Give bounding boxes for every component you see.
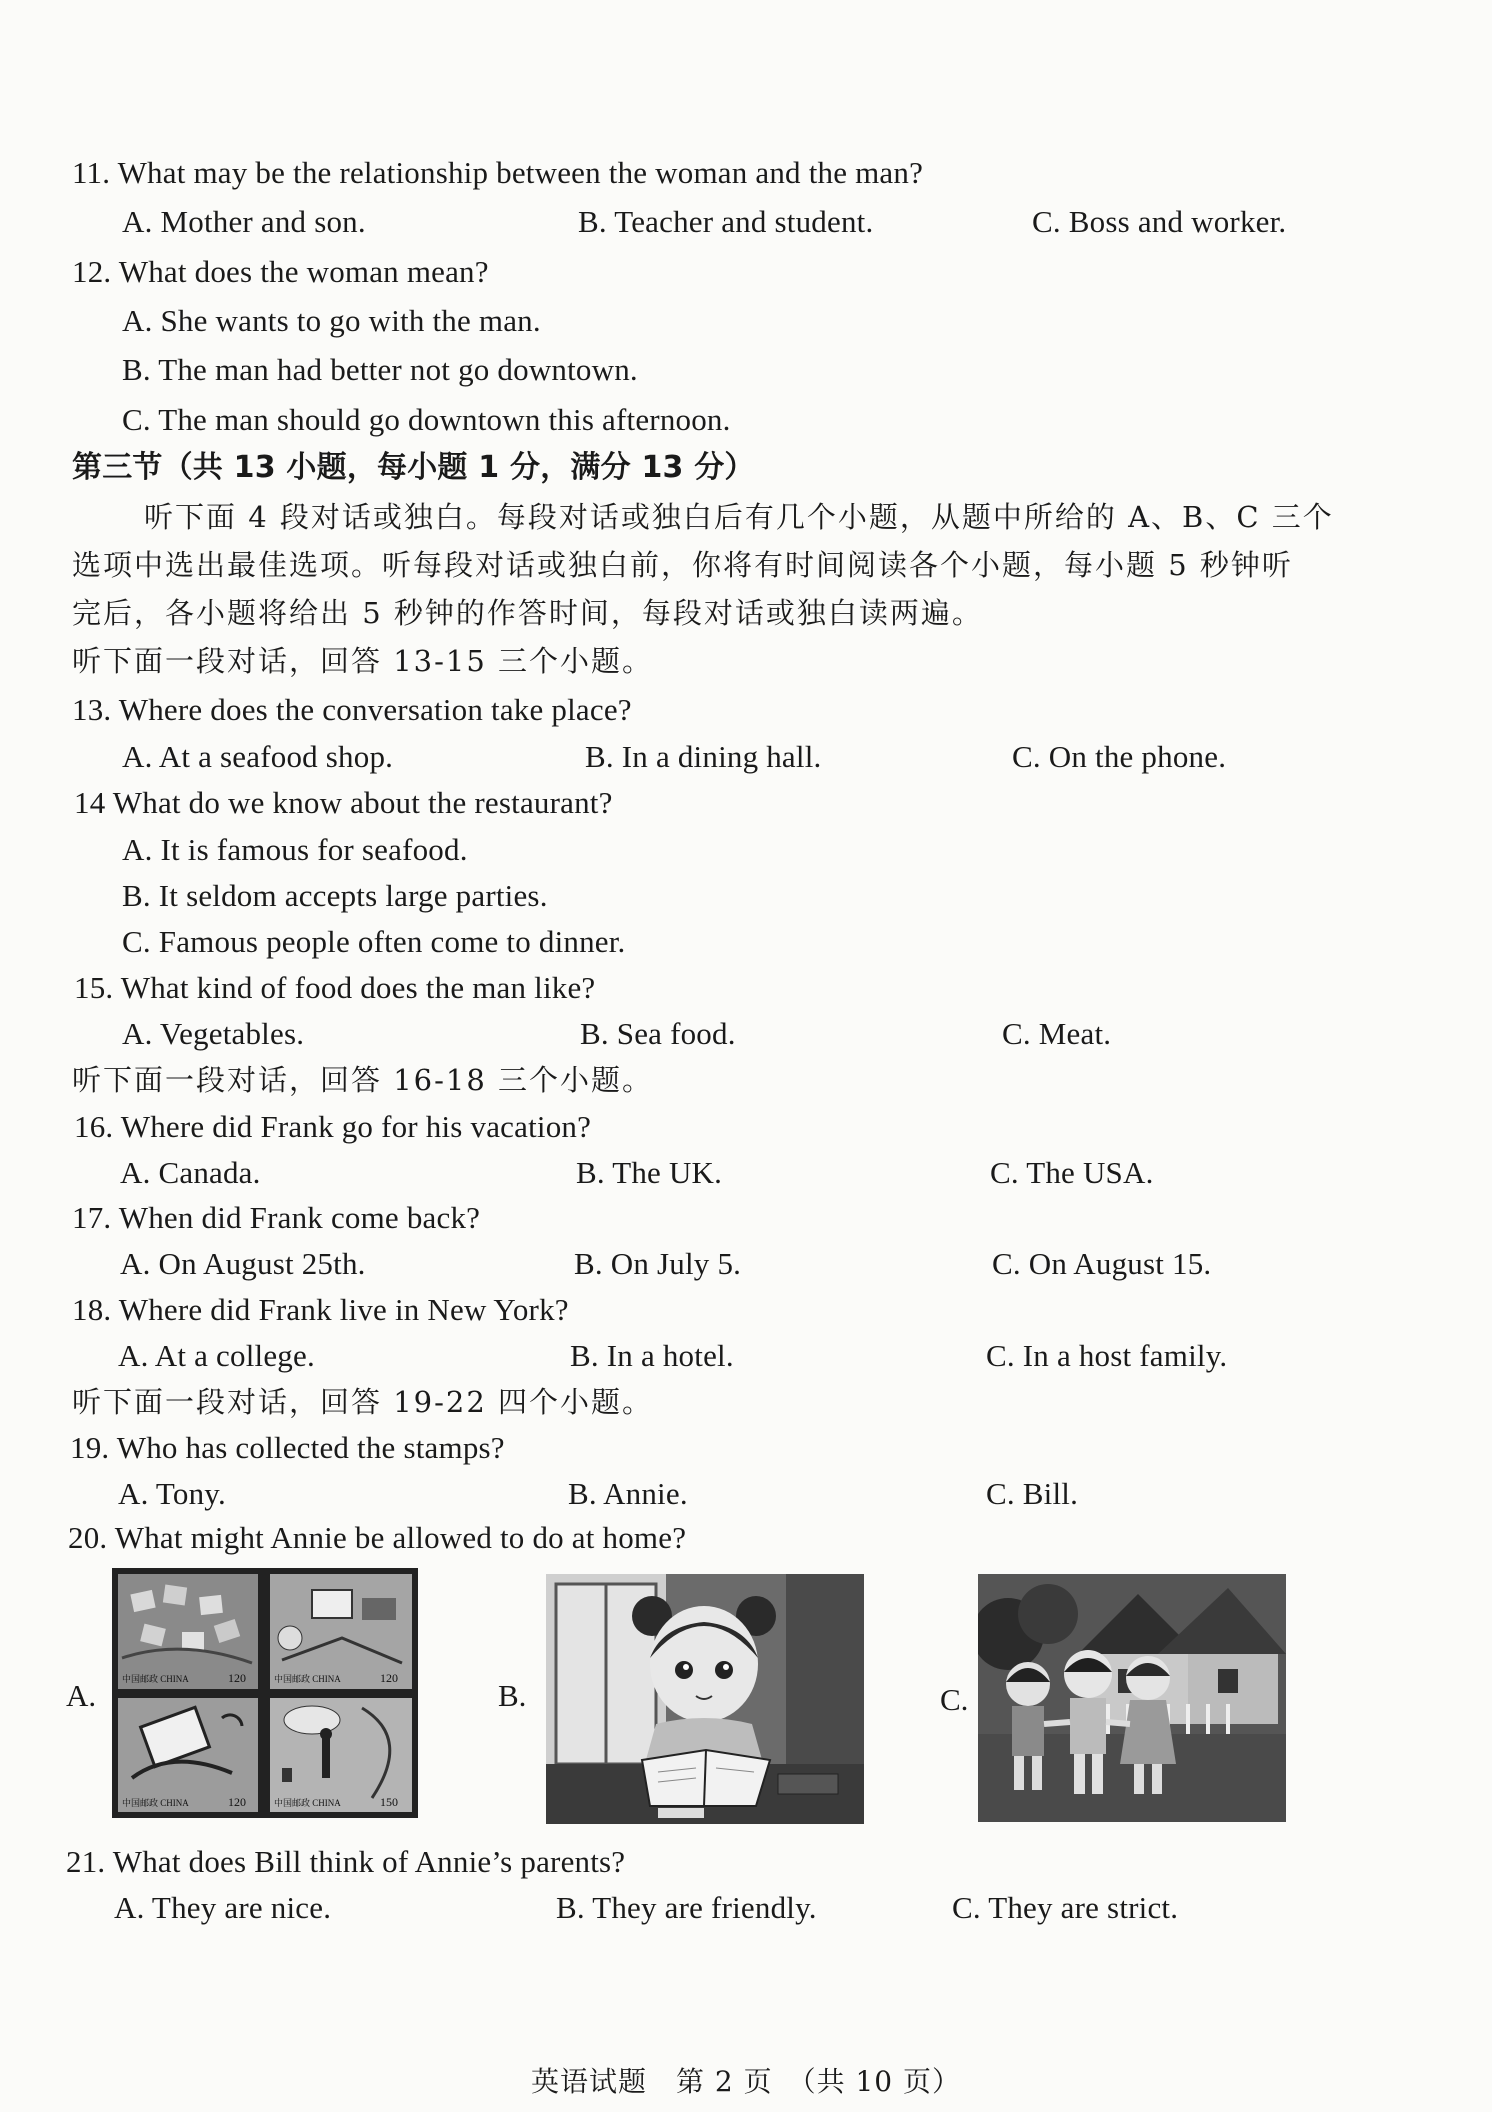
q11-option-a: A. Mother and son. — [122, 204, 366, 239]
q14-option-c: C. Famous people often come to dinner. — [122, 924, 626, 959]
dialog-1-intro: 听下面一段对话，回答 13-15 三个小题。 — [72, 644, 654, 678]
q11-option-b: B. Teacher and student. — [578, 204, 874, 239]
dialog-2-intro: 听下面一段对话，回答 16-18 三个小题。 — [72, 1063, 654, 1097]
q18-option-c: C. In a host family. — [986, 1338, 1228, 1373]
q15-option-c: C. Meat. — [1002, 1016, 1112, 1051]
stamp-2-issuer: 中国邮政 CHINA — [274, 1674, 341, 1684]
stamp-3-value: 120 — [228, 1795, 246, 1809]
q12-option-a: A. She wants to go with the man. — [122, 303, 541, 338]
q16-option-c: C. The USA. — [990, 1155, 1154, 1190]
stamp-4 — [270, 1698, 412, 1812]
q18-stem: 18. Where did Frank live in New York? — [72, 1292, 569, 1327]
q15-option-b: B. Sea food. — [580, 1016, 736, 1051]
q21-option-c: C. They are strict. — [952, 1890, 1179, 1925]
q11-stem: 11. What may be the relationship between the woman and the man? — [72, 155, 924, 190]
q19-option-a: A. Tony. — [118, 1476, 226, 1511]
q20-option-b-label: B. — [498, 1678, 527, 1713]
q20-stem: 20. What might Annie be allowed to do at home? — [68, 1520, 687, 1555]
stamps-picture — [112, 1568, 418, 1818]
stamp-1-value: 120 — [228, 1671, 246, 1685]
q18-option-b: B. In a hotel. — [570, 1338, 734, 1373]
q14-stem: 14 What do we know about the restaurant? — [74, 785, 613, 820]
q14-option-a: A. It is famous for seafood. — [122, 832, 468, 867]
q21-option-a: A. They are nice. — [114, 1890, 332, 1925]
q17-option-c: C. On August 15. — [992, 1246, 1212, 1281]
q16-option-b: B. The UK. — [576, 1155, 723, 1190]
page-footer: 英语试题 第 2 页 （共 10 页） — [530, 2065, 962, 2098]
dialog-3-intro: 听下面一段对话，回答 19-22 四个小题。 — [72, 1385, 654, 1419]
stamp-1-issuer: 中国邮政 CHINA — [122, 1674, 189, 1684]
stamp-3-issuer: 中国邮政 CHINA — [122, 1798, 189, 1808]
q13-option-a: A. At a seafood shop. — [122, 739, 394, 774]
section3-instructions-3: 完后，各小题将给出 5 秒钟的作答时间，每段对话或独白读两遍。 — [72, 596, 983, 630]
q16-option-a: A. Canada. — [120, 1155, 261, 1190]
q20-option-a-label: A. — [66, 1678, 97, 1713]
q12-option-c: C. The man should go downtown this afternoon. — [122, 402, 731, 437]
q12-option-b: B. The man had better not go downtown. — [122, 352, 638, 387]
stamp-4-issuer: 中国邮政 CHINA — [274, 1798, 341, 1808]
q21-stem: 21. What does Bill think of Annie’s parents? — [66, 1844, 626, 1879]
stamp-3 — [118, 1698, 258, 1812]
section3-heading: 第三节（共 13 小题，每小题 1 分，满分 13 分） — [72, 450, 755, 485]
q15-option-a: A. Vegetables. — [122, 1016, 305, 1051]
q15-stem: 15. What kind of food does the man like? — [74, 970, 596, 1005]
children-playing-picture — [978, 1574, 1286, 1822]
section3-instructions-1: 听下面 4 段对话或独白。每段对话或独白后有几个小题，从题中所给的 A、B、C 三个 — [144, 500, 1334, 534]
q17-option-b: B. On July 5. — [574, 1246, 742, 1281]
q14-option-b: B. It seldom accepts large parties. — [122, 878, 548, 913]
q13-stem: 13. Where does the conversation take place? — [72, 692, 632, 727]
q11-option-c: C. Boss and worker. — [1032, 204, 1287, 239]
stamp-1 — [118, 1574, 258, 1689]
q19-option-b: B. Annie. — [568, 1476, 688, 1511]
q16-stem: 16. Where did Frank go for his vacation? — [74, 1109, 592, 1144]
q19-option-c: C. Bill. — [986, 1476, 1079, 1511]
q13-option-b: B. In a dining hall. — [585, 739, 822, 774]
q12-stem: 12. What does the woman mean? — [72, 254, 489, 289]
girl-reading-picture — [546, 1574, 864, 1824]
stamp-2 — [270, 1574, 412, 1689]
section3-instructions-2: 选项中选出最佳选项。听每段对话或独白前，你将有时间阅读各个小题，每小题 5 秒钟听 — [72, 548, 1293, 582]
q18-option-a: A. At a college. — [118, 1338, 315, 1373]
q21-option-b: B. They are friendly. — [556, 1890, 817, 1925]
q17-option-a: A. On August 25th. — [120, 1246, 366, 1281]
q20-option-c-label: C. — [940, 1682, 969, 1717]
q17-stem: 17. When did Frank come back? — [72, 1200, 481, 1235]
stamp-2-value: 120 — [380, 1671, 398, 1685]
stamp-4-value: 150 — [380, 1795, 398, 1809]
q19-stem: 19. Who has collected the stamps? — [70, 1430, 505, 1465]
q13-option-c: C. On the phone. — [1012, 739, 1227, 774]
